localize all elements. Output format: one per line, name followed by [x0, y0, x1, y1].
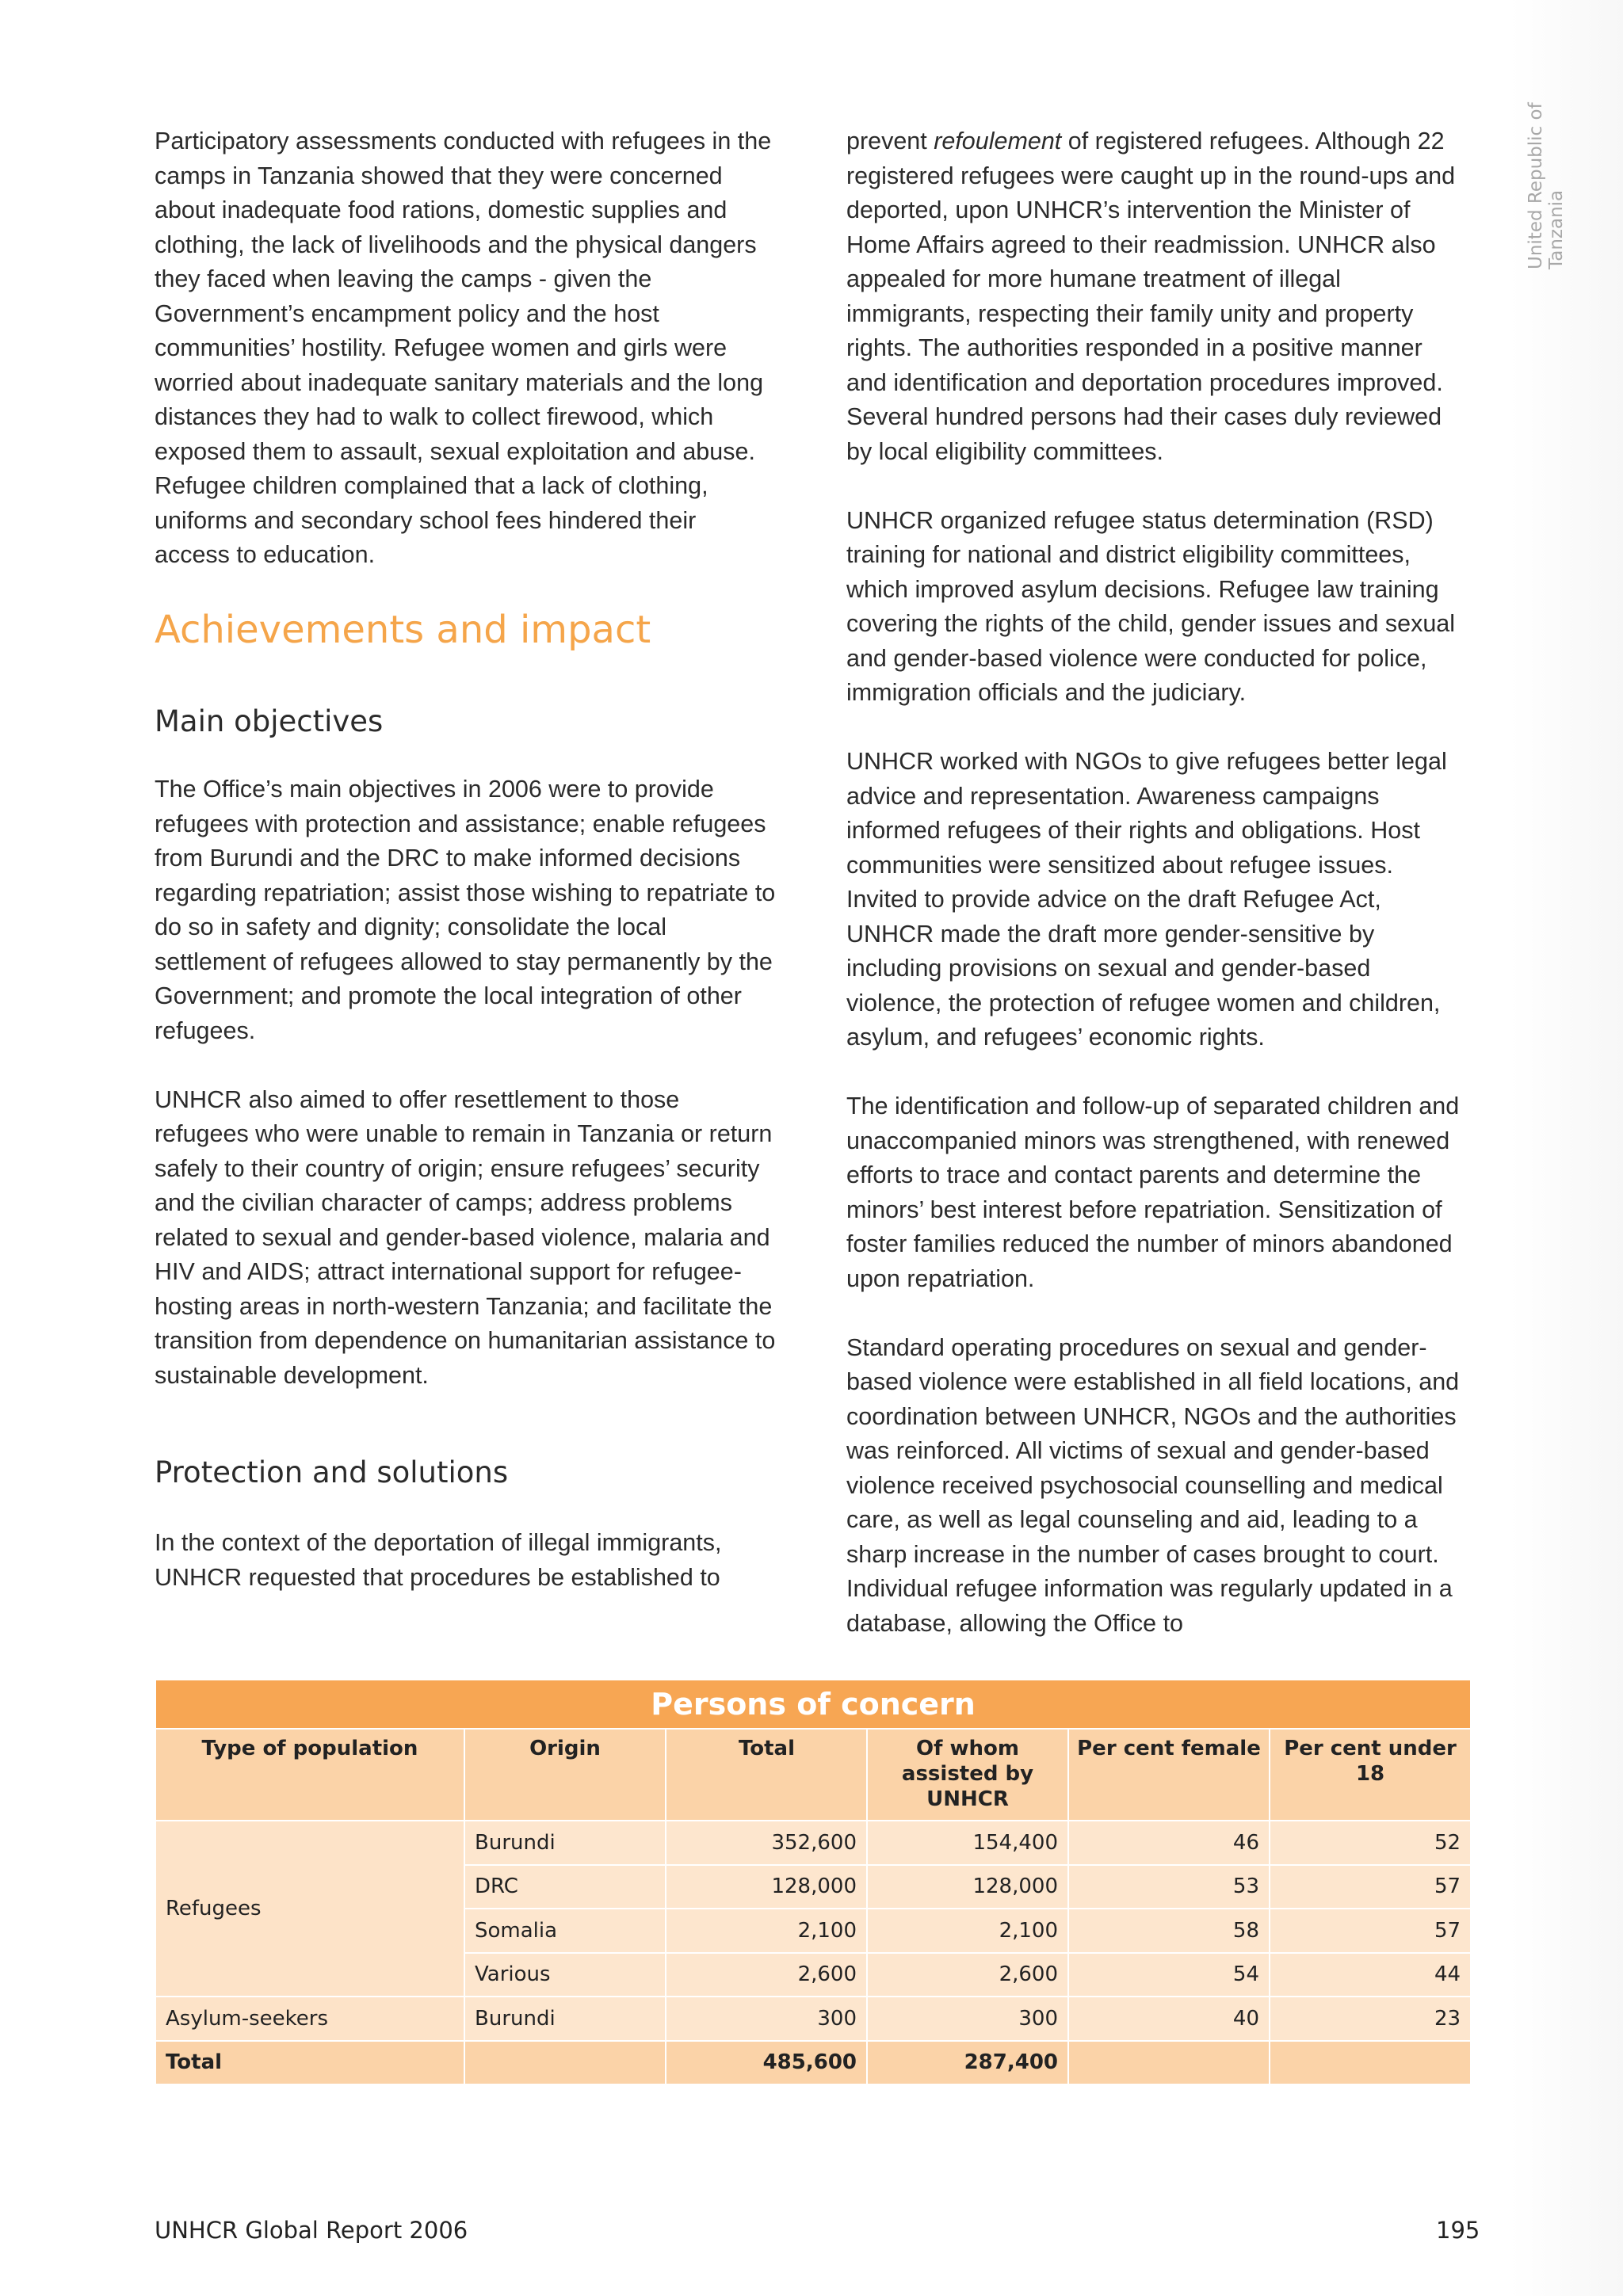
empty-cell	[1270, 2041, 1471, 2085]
empty-cell	[464, 2041, 666, 2085]
column-header: Of whom assisted by UNHCR	[867, 1729, 1068, 1821]
under18-cell: 57	[1270, 1909, 1471, 1953]
objectives-paragraph: The Office’s main objectives in 2006 were to provide refugees with protection and assistance; enable refugees from Burundi and the DRC to make informed decisions regarding repatriation; assist those wishing to repatriate to do so in safety and dignity; consolidate the local settlement of refugees allowed to stay permanently by the Government; and promote the local integration of other refugees.	[155, 776, 776, 1044]
refoulement-paragraph	[846, 124, 1468, 469]
assisted-cell: 154,400	[867, 1821, 1068, 1865]
achievements-heading: Achievements and impact	[155, 608, 651, 652]
total-row	[155, 2041, 1471, 2085]
origin-cell: Burundi	[464, 1821, 666, 1865]
assisted-cell: 2,100	[867, 1909, 1068, 1953]
column-header: Per cent female	[1068, 1729, 1270, 1821]
origin-cell: Burundi	[464, 1997, 666, 2041]
origin-cell: Various	[464, 1953, 666, 1997]
deportation-paragraph: In the context of the deportation of illegal immigrants, UNHCR requested that procedures be established to	[155, 1529, 722, 1591]
country-sidebar-label: United Republic of Tanzania	[1526, 102, 1567, 269]
female-cell: 46	[1068, 1821, 1270, 1865]
population-type-cell: Asylum-seekers	[155, 1997, 464, 2041]
protection-heading: Protection and solutions	[155, 1455, 509, 1489]
origin-cell: DRC	[464, 1865, 666, 1909]
female-cell: 54	[1068, 1953, 1270, 1997]
column-header: Total	[666, 1729, 867, 1821]
total-cell: 2,100	[666, 1909, 867, 1953]
intro-paragraph: Participatory assessments conducted with refugees in the camps in Tanzania showed that they were concerned about inadequate food rations, domestic supplies and clothing, the lack of livelihoods and the physical dangers they faced when leaving the camps - given the Government’s encampment policy and the host communities’ hostility. Refugee women and girls were worried about inadequate sanitary materials and the long distances they had to walk to collect firewood, which exposed them to assault, sexual exploitation and abuse. Refugee children complained that a lack of clothing, uniforms and secondary school fees hindered their access to education.	[155, 128, 772, 568]
refoulement-rest: of registered refugees. Although 22 registered refugees were caught up in the round-ups and deported, upon UNHCR’s intervention the Minister of Home Affairs agreed to their readmission. UNHCR also appealed for more humane treatment of illegal immigrants, respecting their family unity and property rights. The authorities responded in a positive manner and identification and deportation procedures improved. Several hundred persons had their cases duly reviewed by local eligibility committees.	[846, 128, 1456, 465]
assisted-cell: 2,600	[867, 1953, 1068, 1997]
population-type-cell: Refugees	[155, 1821, 464, 1997]
refoulement-term: refoulement	[934, 128, 1062, 154]
column-header: Type of population	[155, 1729, 464, 1821]
persons-of-concern-table	[155, 1679, 1472, 2085]
empty-cell	[1068, 2041, 1270, 2085]
female-cell: 40	[1068, 1997, 1270, 2041]
total-label-cell: Total	[155, 2041, 464, 2085]
total-cell: 2,600	[666, 1953, 867, 1997]
table-row	[155, 1997, 1471, 2041]
under18-cell: 52	[1270, 1821, 1471, 1865]
assisted-cell: 287,400	[867, 2041, 1068, 2085]
footer-report-title: UNHCR Global Report 2006	[155, 2217, 468, 2244]
origin-cell: Somalia	[464, 1909, 666, 1953]
assisted-cell: 128,000	[867, 1865, 1068, 1909]
female-cell: 53	[1068, 1865, 1270, 1909]
female-cell: 58	[1068, 1909, 1270, 1953]
table-title: Persons of concern	[155, 1680, 1471, 1729]
main-objectives-heading: Main objectives	[155, 704, 384, 738]
under18-cell: 57	[1270, 1865, 1471, 1909]
refoulement-prefix: prevent	[846, 128, 934, 154]
page-number: 195	[1436, 2217, 1480, 2244]
total-cell: 352,600	[666, 1821, 867, 1865]
column-header: Origin	[464, 1729, 666, 1821]
column-header: Per cent under 18	[1270, 1729, 1471, 1821]
under18-cell: 44	[1270, 1953, 1471, 1997]
under18-cell: 23	[1270, 1997, 1471, 2041]
right-column	[846, 124, 1468, 1641]
resettlement-paragraph: UNHCR also aimed to offer resettlement to those refugees who were unable to remain in Tanzania or return safely to their country of origin; ensure refugees’ security and the civilian character of camps; address problems related to sexual and gender-based violence, malaria and HIV and AIDS; attract international support for refugee-hosting areas in north-western Tanzania; and facilitate the transition from dependence on humanitarian assistance to sustainable development.	[155, 1085, 776, 1389]
total-cell: 128,000	[666, 1865, 867, 1909]
assisted-cell: 300	[867, 1997, 1068, 2041]
ngo-paragraph: UNHCR worked with NGOs to give refugees better legal advice and representation. Awareness campaigns informed refugees of their rights and obligations. Host communities were sensitized about refugee issues. Invited to provide advice on the draft Refugee Act, UNHCR made the draft more gender-sensitive by including provisions on sexual and gender-based violence, the protection of refugee women and children, asylum, and refugees’ economic rights.	[846, 748, 1447, 1051]
rsd-paragraph: UNHCR organized refugee status determination (RSD) training for national and district eligibility committees, which improved asylum decisions. Refugee law training covering the rights of the child, gender issues and sexual and gender-based violence were conducted for police, immigration officials and the judiciary.	[846, 506, 1456, 706]
sgbv-paragraph: Standard operating procedures on sexual and gender-based violence were established in all field locations, and coordination between UNHCR, NGOs and the authorities was reinforced. All victims of sexual and gender-based violence received psychosocial counselling and medical care, as well as legal counseling and aid, leading to a sharp increase in the number of cases brought to court. Individual refugee information was regularly updated in a database, allowing the Office to	[846, 1333, 1460, 1637]
total-cell: 300	[666, 1997, 867, 2041]
table-row	[155, 1821, 1471, 1865]
separated-children-paragraph: The identification and follow-up of separated children and unaccompanied minors was strengthened, with renewed efforts to trace and contact parents and determine the minors’ best interest before repatriation. Sensitization of foster families reduced the number of minors abandoned upon repatriation.	[846, 1093, 1460, 1292]
left-column	[155, 124, 777, 1595]
sidebar-band	[1510, 0, 1623, 2296]
total-cell: 485,600	[666, 2041, 867, 2085]
